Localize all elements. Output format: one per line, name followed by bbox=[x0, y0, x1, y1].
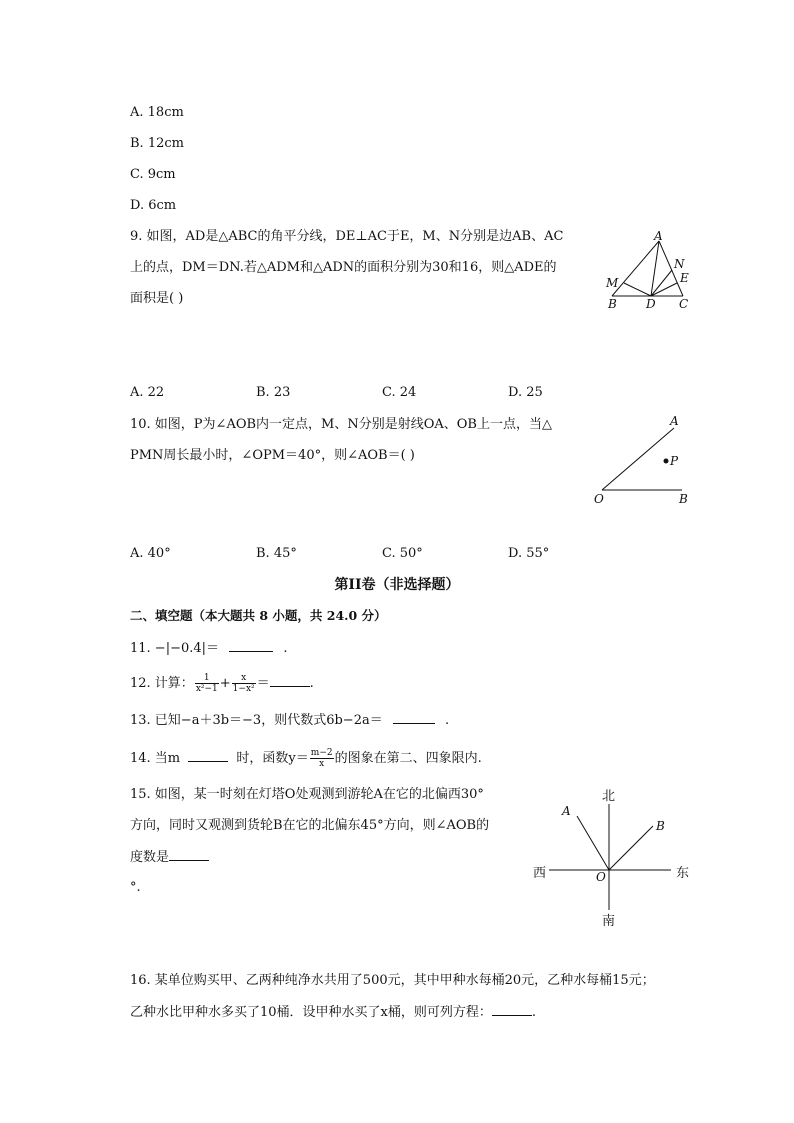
q16-suffix: . bbox=[531, 1005, 537, 1020]
q9-option-c: C. 24 bbox=[382, 385, 417, 400]
q11-answer-blank[interactable] bbox=[229, 639, 273, 652]
q12-fraction-1 bbox=[195, 673, 219, 694]
q10-label-a: A bbox=[670, 414, 679, 428]
q11-text: 11. −|−0.4|＝ bbox=[130, 641, 220, 656]
q8-option-d: D. 6cm bbox=[130, 198, 177, 213]
q9-label-c: C bbox=[679, 297, 689, 311]
q10-option-a: A. 40° bbox=[130, 546, 171, 561]
q12-plus: + bbox=[219, 676, 231, 691]
q15-label-o: O bbox=[596, 870, 606, 884]
q15-text-line1: 15. 如图，某一时刻在灯塔O处观测到游轮A在它的北偏西30° bbox=[130, 787, 484, 802]
q10-option-b: B. 45° bbox=[256, 546, 297, 561]
q10-label-p: P bbox=[670, 454, 679, 468]
q12-f1-denominator: x²−1 bbox=[195, 684, 218, 694]
q10-label-b: B bbox=[679, 492, 688, 506]
q9-option-d: D. 25 bbox=[508, 385, 543, 400]
q9-label-a: A bbox=[654, 229, 663, 243]
q15-label-b: B bbox=[656, 819, 665, 833]
q9-label-d: D bbox=[646, 297, 656, 311]
q10-option-d: D. 55° bbox=[508, 546, 550, 561]
q14-suffix: 的图象在第二、四象限内. bbox=[334, 751, 482, 766]
q15-answer-blank[interactable] bbox=[169, 848, 209, 861]
section2-heading: 二、填空题（本大题共 8 小题，共 24.0 分） bbox=[130, 608, 387, 623]
q15-compass-figure bbox=[525, 782, 700, 932]
q16-line2-text: 乙种水比甲种水多买了10桶．设甲种水买了x桶，则可列方程： bbox=[130, 1005, 492, 1020]
q15-label-east: 东 bbox=[676, 866, 690, 881]
q13-text: 13. 已知−a＋3b＝−3，则代数式6b−2a＝ bbox=[130, 713, 383, 728]
q8-option-b: B. 12cm bbox=[130, 136, 184, 151]
q12-f2-denominator: 1−x² bbox=[232, 684, 255, 694]
q12-line bbox=[130, 670, 314, 698]
q8-option-c: C. 9cm bbox=[130, 167, 176, 182]
q14-numerator: m−2 bbox=[310, 748, 333, 758]
q11-suffix: . bbox=[283, 641, 288, 656]
q15-text-line3 bbox=[130, 848, 209, 867]
q12-f1-numerator: 1 bbox=[195, 673, 219, 684]
q8-option-a: A. 18cm bbox=[130, 105, 184, 120]
q9-text-line2: 上的点，DM＝DN.若△ADM和△ADN的面积分别为30和16，则△ADE的 bbox=[130, 260, 557, 275]
q12-f2-numerator: x bbox=[232, 673, 256, 684]
q12-fraction-2 bbox=[232, 673, 256, 694]
q9-text-line3: 面积是( ) bbox=[130, 291, 184, 306]
q12-text: 12. 计算： bbox=[130, 676, 194, 691]
q14-answer-blank[interactable] bbox=[188, 749, 228, 762]
part2-title: 第II卷（非选择题） bbox=[334, 577, 460, 593]
q9-triangle-figure bbox=[600, 228, 700, 316]
q12-equals: ＝ bbox=[256, 676, 270, 691]
q12-suffix: . bbox=[309, 676, 314, 691]
q14-middle: 时，函数y＝ bbox=[236, 751, 309, 766]
q10-text-line1: 10. 如图，P为∠AOB内一定点，M、N分别是射线OA、OB上一点，当△ bbox=[130, 417, 552, 432]
q16-text-line2 bbox=[130, 1003, 536, 1022]
q14-denominator: x bbox=[319, 759, 325, 769]
q9-option-b: B. 23 bbox=[256, 385, 291, 400]
q15-label-a: A bbox=[562, 804, 571, 818]
q14-fraction bbox=[310, 748, 334, 769]
q11-line bbox=[130, 639, 287, 658]
q10-label-o: O bbox=[594, 492, 604, 506]
q16-text-line1: 16. 某单位购买甲、乙两种纯净水共用了500元，其中甲种水每桶20元，乙种水每桶15元； bbox=[130, 973, 655, 988]
q15-text-line2: 方向，同时又观测到货轮B在它的北偏东45°方向，则∠AOB的 bbox=[130, 818, 490, 833]
q15-label-north: 北 bbox=[602, 789, 616, 804]
q14-text: 14. 当m bbox=[130, 751, 181, 766]
q12-answer-blank[interactable] bbox=[270, 674, 310, 687]
q9-label-n: N bbox=[674, 257, 685, 271]
q9-label-b: B bbox=[608, 297, 617, 311]
q13-answer-blank[interactable] bbox=[393, 711, 435, 724]
q13-line bbox=[130, 711, 449, 730]
q10-text-line2: PMN周长最小时，∠OPM＝40°，则∠AOB＝( ) bbox=[130, 448, 415, 463]
q15-label-west: 西 bbox=[533, 866, 547, 881]
q10-option-c: C. 50° bbox=[382, 546, 423, 561]
q9-text-line1: 9. 如图，AD是△ABC的角平分线，DE⊥AC于E，M、N分别是边AB、AC bbox=[130, 229, 564, 244]
q13-suffix: . bbox=[445, 713, 450, 728]
q14-line bbox=[130, 745, 482, 773]
q15-line3-text: 度数是 bbox=[130, 850, 170, 865]
q10-angle-figure bbox=[590, 410, 700, 510]
q15-text-line4: °. bbox=[130, 880, 141, 895]
q9-option-a: A. 22 bbox=[130, 385, 165, 400]
q9-label-m: M bbox=[606, 276, 619, 290]
q15-label-south: 南 bbox=[602, 914, 616, 929]
q16-answer-blank[interactable] bbox=[492, 1003, 532, 1016]
q9-label-e: E bbox=[680, 271, 689, 285]
